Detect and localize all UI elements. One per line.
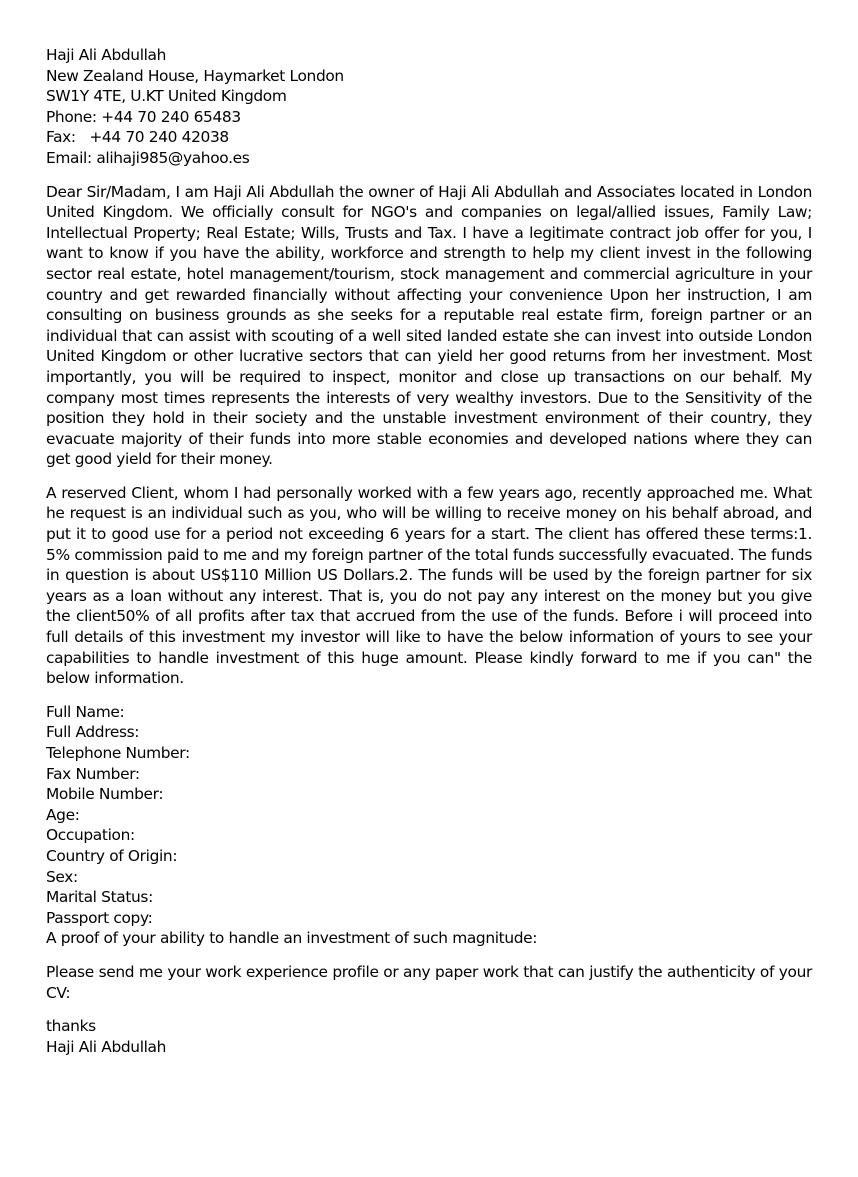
body-paragraph-2: A reserved Client, whom I had personally worked with a few years ago, recently approached me. What he request is an individual such as you, who will be willing to receive money on his behalf abroad, and put it to good use for a period not exceeding 6 years for a start. The client has offered these terms:1. 5% commission paid to me and my foreign partner of the total funds successfully evacuated. The funds in question is about US$110 Million US Dollars.2. The funds will be used by the foreign partner for six years as a loan without any interest. That is, you do not pay any interest on the money but you give the client50% of all profits after tax that accrued from the use of the funds. Before i will proceed into full details of this investment my investor will like to have the below information of yours to see your capabilities to handle investment of this huge amount. Please kindly forward to me if you can" the below information.	[46, 483, 812, 688]
closing-thanks: thanks	[46, 1017, 96, 1036]
sender-fax: Fax: +44 70 240 42038	[46, 128, 229, 147]
sender-phone: Phone: +44 70 240 65483	[46, 107, 241, 126]
sender-address-line2: SW1Y 4TE, U.KT United Kingdom	[46, 87, 287, 106]
sender-email: Email: alihaji985@yahoo.es	[46, 148, 250, 167]
sender-name: Haji Ali Abdullah	[46, 46, 167, 64]
list-item: Sex:	[46, 867, 78, 886]
list-item: Country of Origin:	[46, 846, 178, 865]
list-item: Full Address:	[46, 723, 140, 742]
signature-name: Haji Ali Abdullah	[46, 1037, 167, 1056]
sender-header	[46, 45, 812, 169]
list-item: Passport copy:	[46, 908, 153, 927]
closing-request: Please send me your work experience profile or any paper work that can justify the authenticity of your CV:	[46, 962, 812, 1002]
list-item: Age:	[46, 805, 80, 824]
list-item: A proof of your ability to handle an investment of such magnitude:	[46, 929, 538, 948]
body-paragraph-1: Dear Sir/Madam, I am Haji Ali Abdullah the owner of Haji Ali Abdullah and Associates located in London United Kingdom. We officially consult for NGO's and companies on legal/allied issues, Family Law; Intellectual Property; Real Estate; Wills, Trusts and Tax. I have a legitimate contract job offer for you, I want to know if you have the ability, workforce and strength to help my client invest in the following sector real estate, hotel management/tourism, stock management and commercial agriculture in your country and get rewarded financially without affecting your convenience Upon her instruction, I am consulting on business grounds as she seeks for a reputable real estate firm, foreign partner or an individual that can assist with scouting of a well sited landed estate she can invest into outside London United Kingdom or other lucrative sectors that can yield her good returns from her investment. Most importantly, you will be required to inspect, monitor and close up transactions on our behalf. My company most times represents the interests of very wealthy investors. Due to the Sensitivity of the position they hold in their society and the unstable investment environment of their country, they evacuate majority of their funds into more stable economies and developed nations where they can get good yield for their money.	[46, 182, 812, 469]
list-item: Mobile Number:	[46, 785, 164, 804]
list-item: Occupation:	[46, 826, 135, 845]
sender-address-line1: New Zealand House, Haymarket London	[46, 66, 344, 85]
requested-information-list	[46, 702, 812, 949]
sign-off	[46, 1016, 812, 1057]
list-item: Marital Status:	[46, 888, 153, 907]
list-item: Full Name:	[46, 702, 125, 721]
letter-document	[46, 45, 812, 1057]
list-item: Telephone Number:	[46, 744, 190, 762]
list-item: Fax Number:	[46, 764, 140, 783]
